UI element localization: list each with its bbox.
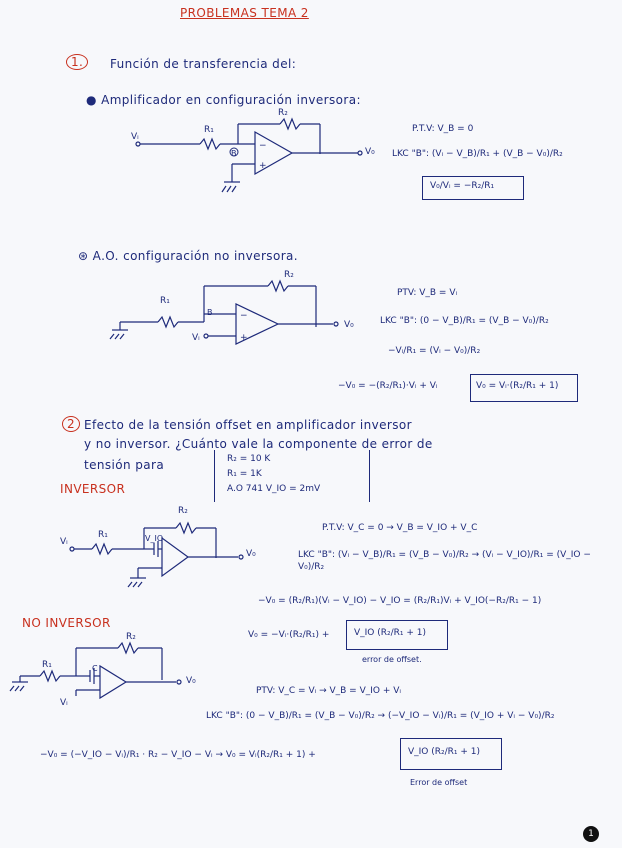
r1-label: R₁: [204, 125, 214, 135]
vi-label-3: Vᵢ: [60, 537, 68, 547]
problem-2-title: Efecto de la tensión offset en amplificador inversor: [84, 418, 412, 432]
problem-1-number: 1.: [66, 54, 88, 70]
problem-2-number: 2: [62, 416, 80, 432]
inv-eq2: V₀ = −Vᵢ·(R₂/R₁) +: [248, 630, 330, 640]
vo-label-2: V₀: [344, 320, 354, 330]
parameters-bracket: [214, 450, 370, 502]
node-b-label: B: [231, 149, 237, 158]
eq-step-2: −Vᵢ/R₁ = (Vᵢ − V₀)/R₂: [388, 346, 481, 356]
inv-error-caption: error de offset.: [362, 655, 422, 664]
eq-transfer-function: V₀/Vᵢ = −R₂/R₁: [430, 181, 495, 191]
problem-2-line2: y no inversor. ¿Cuánto vale la componente de error de: [84, 437, 433, 451]
ni-lkc: LKC "B": (0 − V_B)/R₁ = (V_B − V₀)/R₂ → (−V_IO − Vᵢ)/R₁ = (V_IO + Vᵢ − V₀)/R₂: [206, 711, 555, 721]
eq-ptv-2: PTV: V_B = Vᵢ: [397, 288, 458, 298]
inv-lkc: LKC "B": (Vᵢ − V_B)/R₁ = (V_B − V₀)/R₂ → (Vᵢ − V_IO)/R₁ = (V_IO − V₀)/R₂: [298, 550, 591, 572]
inv-offset-term: V_IO (R₂/R₁ + 1): [354, 628, 427, 638]
svg-text:+: +: [240, 333, 248, 343]
vo-label: V₀: [365, 147, 375, 157]
eq-ptv-1: P.T.V: V_B = 0: [412, 124, 474, 134]
problem-1-title: Función de transferencia del:: [110, 57, 297, 71]
ni-offset-term: V_IO (R₂/R₁ + 1): [408, 747, 481, 757]
no-inversor-label: NO INVERSOR: [22, 616, 111, 630]
vio-label-3: V_IO: [145, 534, 164, 543]
node-b-label-2: B: [207, 308, 213, 317]
page-number: 1: [583, 826, 599, 842]
ni-error-caption: Error de offset: [410, 778, 468, 787]
eq-lkc-2: LKC "B": (0 − V_B)/R₁ = (V_B − V₀)/R₂: [380, 316, 549, 326]
ni-eq: −V₀ = (−V_IO − Vᵢ)/R₁ · R₂ − V_IO − Vᵢ → V₀ = Vᵢ(R₂/R₁ + 1) +: [40, 750, 316, 760]
inv-eq1: −V₀ = (R₂/R₁)(Vᵢ − V_IO) − V_IO = (R₂/R₁)Vᵢ + V_IO(−R₂/R₁ − 1): [258, 596, 542, 606]
param-r2: R₂ = 10 K: [227, 454, 271, 464]
eq-noninverting-result: V₀ = Vᵢ·(R₂/R₁ + 1): [476, 381, 559, 391]
param-r1: R₁ = 1K: [227, 469, 262, 479]
vi-label: Vᵢ: [131, 132, 139, 142]
vi-label-2: Vᵢ: [192, 333, 200, 343]
svg-text:−: −: [259, 141, 267, 151]
r1-label-2: R₁: [160, 296, 170, 306]
r1-label-3: R₁: [98, 530, 108, 540]
page-title: PROBLEMAS TEMA 2: [180, 6, 309, 20]
param-vio: A.O 741 V_IO = 2mV: [227, 484, 321, 494]
ni-ptv: PTV: V_C = Vᵢ → V_B = V_IO + Vᵢ: [256, 686, 401, 696]
noninverting-amplifier-circuit: [108, 272, 368, 372]
vi-label-4: Vᵢ: [60, 698, 68, 708]
node-c-label: C: [92, 664, 98, 673]
eq-lkc-1: LKC "B": (Vᵢ − V_B)/R₁ + (V_B − V₀)/R₂: [392, 149, 563, 159]
problem-1-subtitle-inverting: ● Amplificador en configuración inversora:: [86, 93, 361, 107]
vo-label-3: V₀: [246, 549, 256, 559]
problem-2-line3: tensión para: [84, 458, 165, 472]
problem-1-subtitle-noninverting: ⊛ A.O. configuración no inversora.: [78, 249, 298, 263]
inversor-label: INVERSOR: [60, 482, 126, 496]
svg-text:−: −: [240, 311, 248, 321]
eq-step-3: −V₀ = −(R₂/R₁)·Vᵢ + Vᵢ: [338, 381, 438, 391]
svg-text:+: +: [259, 161, 267, 171]
inv-ptv: P.T.V: V_C = 0 → V_B = V_IO + V_C: [322, 523, 478, 533]
r2-label: R₂: [278, 108, 288, 118]
vo-label-4: V₀: [186, 676, 196, 686]
inverting-amplifier-circuit: [120, 108, 380, 208]
r2-label-3: R₂: [178, 506, 188, 516]
r2-label-4: R₂: [126, 632, 136, 642]
r1-label-4: R₁: [42, 660, 52, 670]
r2-label-2: R₂: [284, 270, 294, 280]
